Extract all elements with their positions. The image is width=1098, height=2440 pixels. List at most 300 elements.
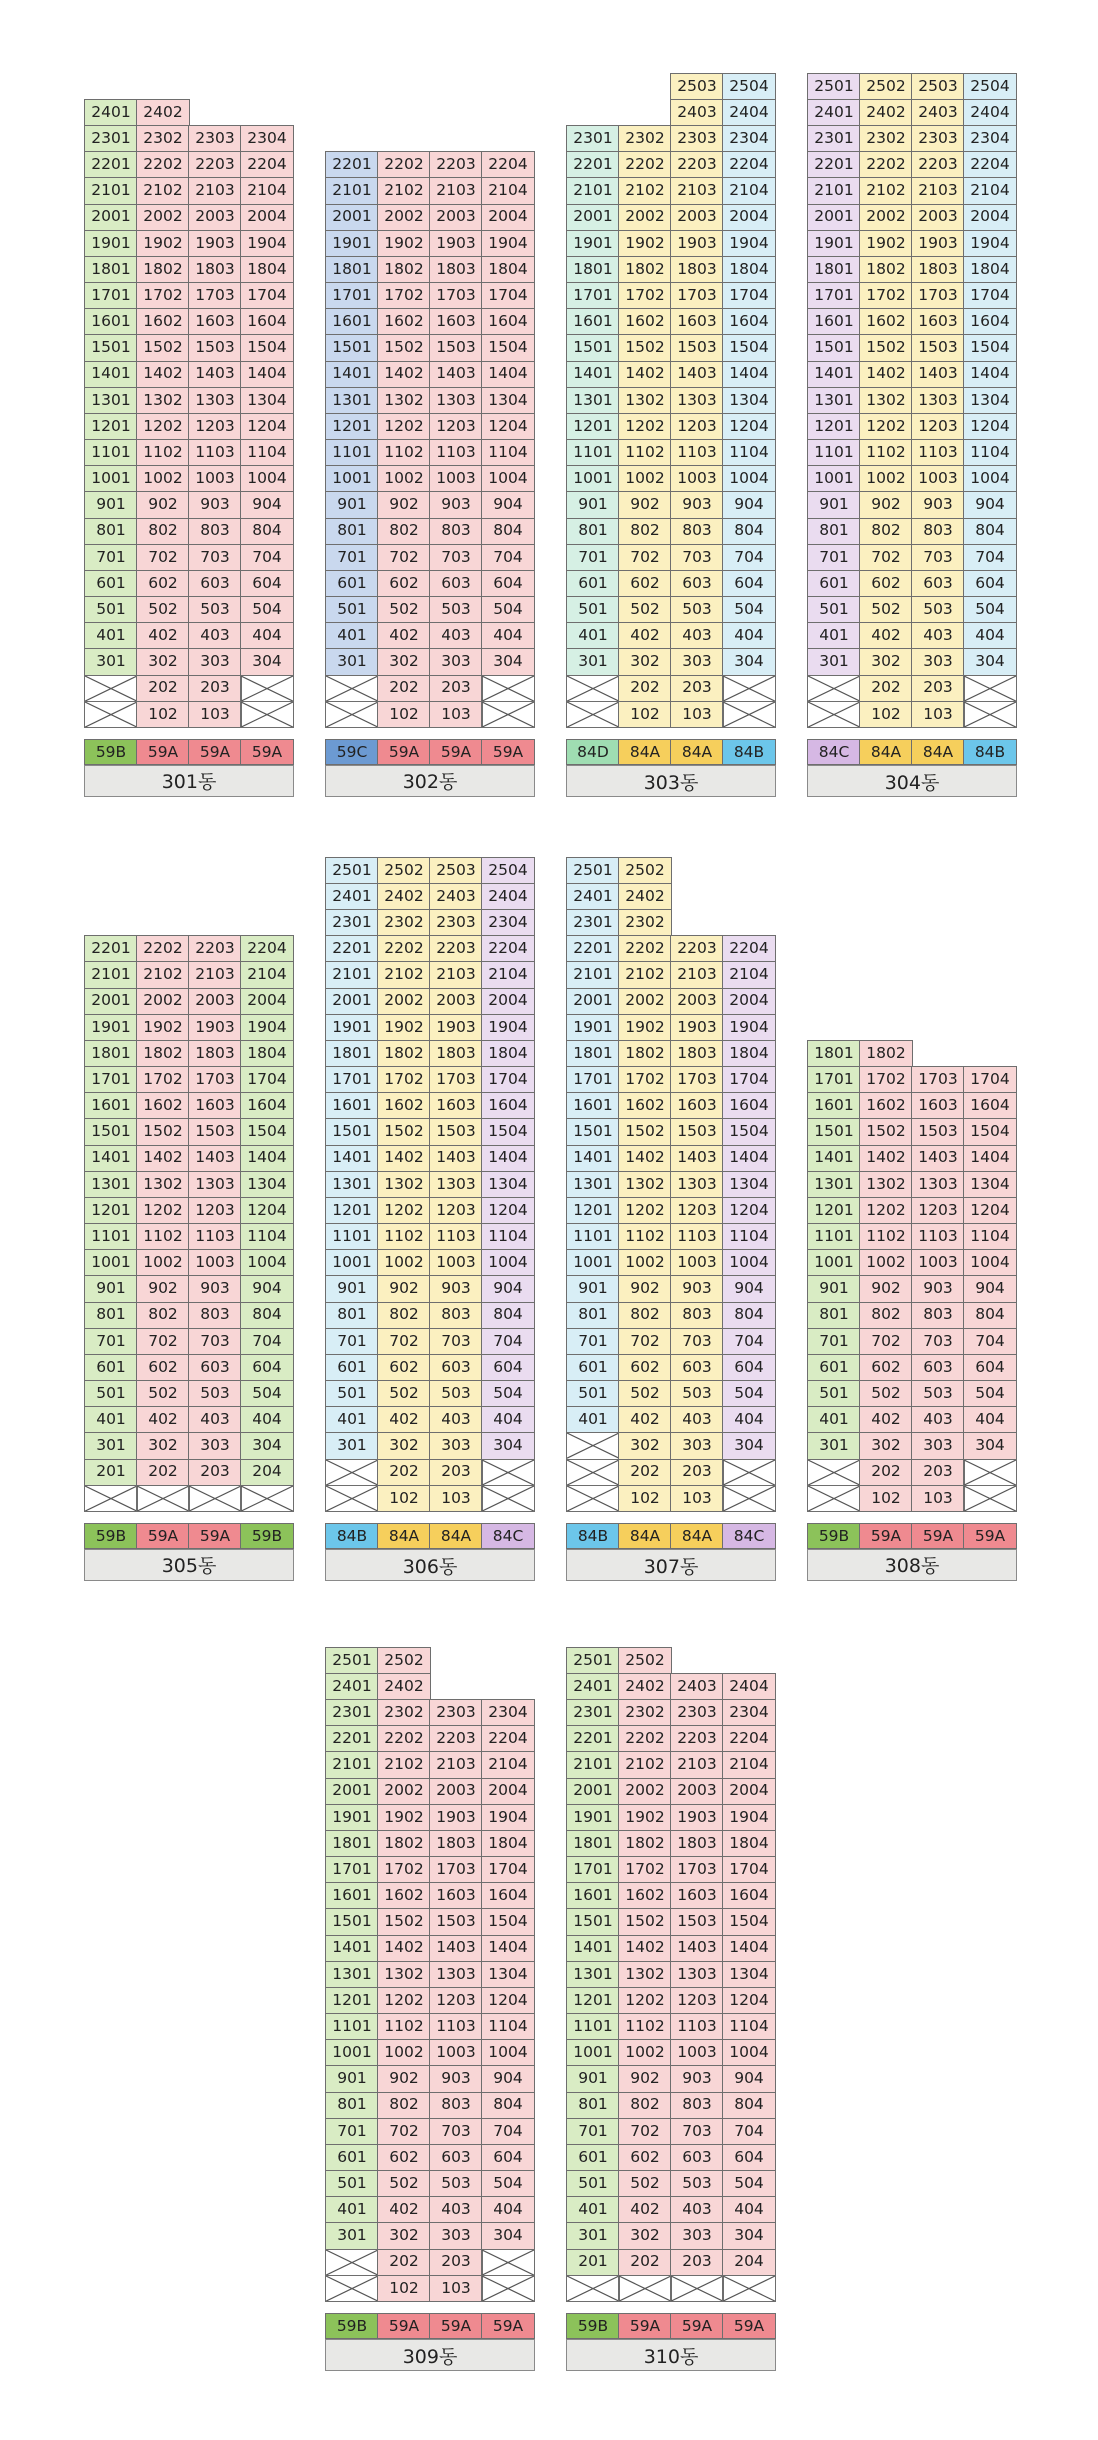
unit-cell[interactable]: 2002	[859, 204, 913, 231]
unit-cell[interactable]: 2004	[481, 204, 535, 231]
unit-cell[interactable]: 1402	[618, 1935, 672, 1962]
unit-cell[interactable]: 1603	[188, 1092, 242, 1119]
unit-cell[interactable]: 1003	[429, 1249, 483, 1276]
unit-cell[interactable]: 1602	[859, 308, 913, 335]
unit-cell[interactable]: 1404	[481, 361, 535, 388]
unit-cell[interactable]: 1601	[566, 1092, 620, 1119]
unit-cell[interactable]: 2403	[429, 883, 483, 910]
unit-cell[interactable]: 704	[481, 1328, 535, 1355]
unit-cell[interactable]: 202	[377, 2249, 431, 2276]
unit-cell[interactable]: 502	[618, 1380, 672, 1407]
unit-cell[interactable]: 1102	[377, 1223, 431, 1250]
unit-cell[interactable]: 504	[722, 1380, 776, 1407]
unit-cell[interactable]: 2002	[377, 204, 431, 231]
unit-cell[interactable]: 304	[481, 1432, 535, 1459]
unit-cell[interactable]: 2301	[84, 125, 138, 152]
unit-cell[interactable]: 504	[240, 1380, 294, 1407]
unit-cell[interactable]: 701	[566, 1328, 620, 1355]
unit-cell[interactable]: 701	[566, 2118, 620, 2145]
unit-cell[interactable]: 801	[566, 1302, 620, 1329]
unit-cell[interactable]: 704	[481, 544, 535, 571]
unit-cell[interactable]: 1802	[859, 256, 913, 283]
unit-cell[interactable]: 1104	[481, 2013, 535, 2040]
unit-cell[interactable]: 2003	[429, 1778, 483, 1805]
unit-cell[interactable]: 704	[481, 2118, 535, 2145]
unit-cell[interactable]: 1702	[136, 282, 190, 309]
unit-cell[interactable]: 1203	[188, 1197, 242, 1224]
unit-cell[interactable]: 803	[429, 518, 483, 545]
unit-cell[interactable]: 802	[618, 1302, 672, 1329]
unit-cell[interactable]: 303	[188, 648, 242, 675]
unit-cell[interactable]: 603	[429, 1354, 483, 1381]
unit-cell[interactable]: 1803	[188, 256, 242, 283]
unit-cell[interactable]: 202	[136, 1459, 190, 1486]
unit-cell[interactable]: 1003	[429, 2039, 483, 2066]
unit-cell[interactable]: 2202	[618, 1725, 672, 1752]
unit-cell[interactable]: 1501	[325, 1908, 379, 1935]
unit-cell[interactable]: 1104	[481, 1223, 535, 1250]
unit-cell[interactable]: 1602	[377, 1882, 431, 1909]
unit-cell[interactable]: 1504	[963, 1118, 1017, 1145]
unit-cell[interactable]: 103	[670, 1485, 724, 1512]
unit-cell[interactable]: 2504	[722, 73, 776, 100]
unit-cell[interactable]: 1001	[566, 465, 620, 492]
unit-cell[interactable]: 1503	[670, 334, 724, 361]
unit-cell[interactable]: 404	[240, 622, 294, 649]
unit-cell[interactable]: 2401	[325, 1673, 379, 1700]
unit-cell[interactable]: 2201	[325, 935, 379, 962]
unit-cell[interactable]: 901	[566, 1275, 620, 1302]
unit-cell[interactable]: 901	[84, 1275, 138, 1302]
unit-cell[interactable]: 2502	[859, 73, 913, 100]
unit-cell[interactable]: 803	[429, 1302, 483, 1329]
unit-cell[interactable]: 2402	[377, 883, 431, 910]
unit-cell[interactable]: 1804	[722, 1830, 776, 1857]
unit-cell[interactable]: 1201	[84, 1197, 138, 1224]
unit-cell[interactable]: 1802	[377, 1830, 431, 1857]
unit-cell[interactable]: 1302	[618, 1961, 672, 1988]
unit-cell[interactable]: 1203	[429, 413, 483, 440]
unit-cell[interactable]: 2102	[377, 961, 431, 988]
unit-cell[interactable]: 803	[429, 2092, 483, 2119]
unit-cell[interactable]: 1404	[722, 361, 776, 388]
unit-cell[interactable]: 1803	[188, 1040, 242, 1067]
unit-cell[interactable]: 2401	[807, 99, 861, 126]
unit-cell[interactable]: 2504	[481, 857, 535, 884]
unit-cell[interactable]: 601	[325, 1354, 379, 1381]
unit-cell[interactable]: 1502	[618, 1118, 672, 1145]
unit-cell[interactable]: 2401	[566, 1673, 620, 1700]
unit-cell[interactable]: 2304	[481, 1699, 535, 1726]
unit-cell[interactable]: 403	[188, 1406, 242, 1433]
unit-cell[interactable]: 1102	[618, 1223, 672, 1250]
unit-cell[interactable]: 1401	[84, 361, 138, 388]
unit-cell[interactable]: 602	[618, 570, 672, 597]
unit-cell[interactable]: 2501	[325, 1647, 379, 1674]
unit-cell[interactable]: 703	[911, 1328, 965, 1355]
unit-cell[interactable]: 301	[325, 648, 379, 675]
unit-cell[interactable]: 704	[722, 544, 776, 571]
unit-cell[interactable]: 2301	[325, 909, 379, 936]
unit-cell[interactable]: 403	[911, 1406, 965, 1433]
unit-cell[interactable]: 1402	[377, 1935, 431, 1962]
unit-cell[interactable]: 403	[188, 622, 242, 649]
unit-cell[interactable]: 2203	[188, 935, 242, 962]
unit-cell[interactable]: 1104	[481, 439, 535, 466]
unit-cell[interactable]: 704	[722, 2118, 776, 2145]
unit-cell[interactable]: 2104	[722, 177, 776, 204]
unit-cell[interactable]: 1001	[325, 2039, 379, 2066]
unit-cell[interactable]: 2204	[722, 151, 776, 178]
unit-cell[interactable]: 2204	[481, 151, 535, 178]
unit-cell[interactable]: 1504	[240, 1118, 294, 1145]
unit-cell[interactable]: 2303	[911, 125, 965, 152]
unit-cell[interactable]: 2301	[566, 125, 620, 152]
unit-cell[interactable]: 1002	[859, 465, 913, 492]
unit-cell[interactable]: 1803	[429, 256, 483, 283]
unit-cell[interactable]: 1103	[670, 2013, 724, 2040]
unit-cell[interactable]: 701	[325, 2118, 379, 2145]
unit-cell[interactable]: 2004	[722, 1778, 776, 1805]
unit-cell[interactable]: 804	[481, 1302, 535, 1329]
unit-cell[interactable]: 1104	[963, 1223, 1017, 1250]
unit-cell[interactable]: 1201	[566, 1987, 620, 2014]
unit-cell[interactable]: 801	[566, 518, 620, 545]
unit-cell[interactable]: 504	[240, 596, 294, 623]
unit-cell[interactable]: 2104	[481, 177, 535, 204]
unit-cell[interactable]: 1402	[859, 361, 913, 388]
unit-cell[interactable]: 1101	[566, 1223, 620, 1250]
unit-cell[interactable]: 1504	[963, 334, 1017, 361]
unit-cell[interactable]: 401	[807, 622, 861, 649]
unit-cell[interactable]: 801	[84, 1302, 138, 1329]
unit-cell[interactable]: 1701	[325, 1856, 379, 1883]
unit-cell[interactable]: 502	[859, 1380, 913, 1407]
unit-cell[interactable]: 1504	[481, 1908, 535, 1935]
unit-cell[interactable]: 403	[911, 622, 965, 649]
unit-cell[interactable]: 2203	[670, 151, 724, 178]
unit-cell[interactable]: 2204	[240, 151, 294, 178]
unit-cell[interactable]: 1001	[807, 465, 861, 492]
unit-cell[interactable]: 2001	[325, 988, 379, 1015]
unit-cell[interactable]: 1601	[325, 308, 379, 335]
unit-cell[interactable]: 2202	[859, 151, 913, 178]
unit-cell[interactable]: 2501	[325, 857, 379, 884]
unit-cell[interactable]: 1402	[377, 1145, 431, 1172]
unit-cell[interactable]: 1601	[807, 308, 861, 335]
unit-cell[interactable]: 1401	[566, 1935, 620, 1962]
unit-cell[interactable]: 1603	[429, 1092, 483, 1119]
unit-cell[interactable]: 1004	[963, 1249, 1017, 1276]
unit-cell[interactable]: 1003	[911, 465, 965, 492]
unit-cell[interactable]: 302	[136, 648, 190, 675]
unit-cell[interactable]: 702	[859, 1328, 913, 1355]
unit-cell[interactable]: 2401	[84, 99, 138, 126]
unit-cell[interactable]: 1504	[481, 1118, 535, 1145]
unit-cell[interactable]: 1503	[429, 1908, 483, 1935]
unit-cell[interactable]: 901	[325, 491, 379, 518]
unit-cell[interactable]: 401	[325, 1406, 379, 1433]
unit-cell[interactable]: 1201	[566, 413, 620, 440]
unit-cell[interactable]: 502	[377, 1380, 431, 1407]
unit-cell[interactable]: 1403	[429, 361, 483, 388]
unit-cell[interactable]: 1101	[807, 439, 861, 466]
unit-cell[interactable]: 2103	[429, 961, 483, 988]
unit-cell[interactable]: 703	[911, 544, 965, 571]
unit-cell[interactable]: 204	[240, 1459, 294, 1486]
unit-cell[interactable]: 203	[429, 2249, 483, 2276]
unit-cell[interactable]: 404	[722, 1406, 776, 1433]
unit-cell[interactable]: 1601	[325, 1092, 379, 1119]
unit-cell[interactable]: 1502	[859, 1118, 913, 1145]
unit-cell[interactable]: 504	[481, 1380, 535, 1407]
unit-cell[interactable]: 403	[670, 622, 724, 649]
unit-cell[interactable]: 404	[481, 2196, 535, 2223]
unit-cell[interactable]: 1602	[618, 308, 672, 335]
unit-cell[interactable]: 2002	[136, 988, 190, 1015]
unit-cell[interactable]: 902	[377, 1275, 431, 1302]
unit-cell[interactable]: 202	[377, 1459, 431, 1486]
unit-cell[interactable]: 1502	[618, 1908, 672, 1935]
unit-cell[interactable]: 2202	[618, 935, 672, 962]
unit-cell[interactable]: 2202	[377, 1725, 431, 1752]
unit-cell[interactable]: 1904	[481, 230, 535, 257]
unit-cell[interactable]: 401	[566, 1406, 620, 1433]
unit-cell[interactable]: 1004	[963, 465, 1017, 492]
unit-cell[interactable]: 804	[722, 1302, 776, 1329]
unit-cell[interactable]: 2201	[807, 151, 861, 178]
unit-cell[interactable]: 901	[325, 1275, 379, 1302]
unit-cell[interactable]: 1804	[963, 256, 1017, 283]
unit-cell[interactable]: 102	[377, 2275, 431, 2302]
unit-cell[interactable]: 804	[481, 2092, 535, 2119]
unit-cell[interactable]: 1904	[481, 1014, 535, 1041]
unit-cell[interactable]: 601	[566, 2144, 620, 2171]
unit-cell[interactable]: 2204	[963, 151, 1017, 178]
unit-cell[interactable]: 2101	[84, 177, 138, 204]
unit-cell[interactable]: 1304	[481, 1171, 535, 1198]
unit-cell[interactable]: 403	[429, 2196, 483, 2223]
unit-cell[interactable]: 1601	[566, 1882, 620, 1909]
unit-cell[interactable]: 2301	[325, 1699, 379, 1726]
unit-cell[interactable]: 501	[566, 2170, 620, 2197]
unit-cell[interactable]: 304	[722, 2222, 776, 2249]
unit-cell[interactable]: 501	[84, 596, 138, 623]
unit-cell[interactable]: 2404	[481, 883, 535, 910]
unit-cell[interactable]: 1503	[429, 1118, 483, 1145]
unit-cell[interactable]: 602	[377, 2144, 431, 2171]
unit-cell[interactable]: 2202	[136, 935, 190, 962]
unit-cell[interactable]: 503	[670, 1380, 724, 1407]
unit-cell[interactable]: 601	[325, 2144, 379, 2171]
unit-cell[interactable]: 1004	[481, 1249, 535, 1276]
unit-cell[interactable]: 502	[136, 1380, 190, 1407]
unit-cell[interactable]: 2103	[188, 177, 242, 204]
unit-cell[interactable]: 2502	[618, 1647, 672, 1674]
unit-cell[interactable]: 1603	[429, 308, 483, 335]
unit-cell[interactable]: 703	[670, 1328, 724, 1355]
unit-cell[interactable]: 604	[722, 2144, 776, 2171]
unit-cell[interactable]: 904	[722, 2065, 776, 2092]
unit-cell[interactable]: 702	[618, 2118, 672, 2145]
unit-cell[interactable]: 1801	[325, 1830, 379, 1857]
unit-cell[interactable]: 2404	[722, 99, 776, 126]
unit-cell[interactable]: 603	[429, 2144, 483, 2171]
unit-cell[interactable]: 1301	[807, 387, 861, 414]
unit-cell[interactable]: 301	[325, 2222, 379, 2249]
unit-cell[interactable]: 1701	[84, 282, 138, 309]
unit-cell[interactable]: 1003	[911, 1249, 965, 1276]
unit-cell[interactable]: 1501	[325, 334, 379, 361]
unit-cell[interactable]: 1602	[618, 1882, 672, 1909]
unit-cell[interactable]: 2003	[188, 988, 242, 1015]
unit-cell[interactable]: 203	[670, 2249, 724, 2276]
unit-cell[interactable]: 503	[670, 596, 724, 623]
unit-cell[interactable]: 703	[429, 1328, 483, 1355]
unit-cell[interactable]: 1403	[188, 361, 242, 388]
unit-cell[interactable]: 1602	[377, 1092, 431, 1119]
unit-cell[interactable]: 1702	[377, 1066, 431, 1093]
unit-cell[interactable]: 1002	[618, 465, 672, 492]
unit-cell[interactable]: 2201	[84, 151, 138, 178]
unit-cell[interactable]: 1902	[618, 1804, 672, 1831]
unit-cell[interactable]: 1501	[566, 1118, 620, 1145]
unit-cell[interactable]: 402	[136, 1406, 190, 1433]
unit-cell[interactable]: 804	[963, 1302, 1017, 1329]
unit-cell[interactable]: 2304	[963, 125, 1017, 152]
unit-cell[interactable]: 1301	[84, 1171, 138, 1198]
unit-cell[interactable]: 502	[618, 596, 672, 623]
unit-cell[interactable]: 803	[670, 2092, 724, 2119]
unit-cell[interactable]: 904	[963, 491, 1017, 518]
unit-cell[interactable]: 1304	[481, 387, 535, 414]
unit-cell[interactable]: 102	[136, 701, 190, 728]
unit-cell[interactable]: 1303	[429, 1171, 483, 1198]
unit-cell[interactable]: 301	[807, 648, 861, 675]
unit-cell[interactable]: 901	[84, 491, 138, 518]
unit-cell[interactable]: 303	[429, 2222, 483, 2249]
unit-cell[interactable]: 1001	[566, 2039, 620, 2066]
unit-cell[interactable]: 2302	[377, 909, 431, 936]
unit-cell[interactable]: 702	[618, 544, 672, 571]
unit-cell[interactable]: 1802	[136, 1040, 190, 1067]
unit-cell[interactable]: 1203	[670, 1197, 724, 1224]
unit-cell[interactable]: 1203	[670, 413, 724, 440]
unit-cell[interactable]: 1204	[963, 1197, 1017, 1224]
unit-cell[interactable]: 1702	[859, 1066, 913, 1093]
unit-cell[interactable]: 2003	[670, 988, 724, 1015]
unit-cell[interactable]: 1203	[911, 413, 965, 440]
unit-cell[interactable]: 1203	[670, 1987, 724, 2014]
unit-cell[interactable]: 601	[807, 1354, 861, 1381]
unit-cell[interactable]: 202	[136, 675, 190, 702]
unit-cell[interactable]: 1103	[429, 439, 483, 466]
unit-cell[interactable]: 1702	[618, 282, 672, 309]
unit-cell[interactable]: 502	[377, 596, 431, 623]
unit-cell[interactable]: 2203	[911, 151, 965, 178]
unit-cell[interactable]: 2502	[377, 1647, 431, 1674]
unit-cell[interactable]: 604	[240, 1354, 294, 1381]
unit-cell[interactable]: 1701	[807, 282, 861, 309]
unit-cell[interactable]: 601	[807, 570, 861, 597]
unit-cell[interactable]: 1603	[911, 1092, 965, 1119]
unit-cell[interactable]: 1902	[859, 230, 913, 257]
unit-cell[interactable]: 2303	[429, 1699, 483, 1726]
unit-cell[interactable]: 302	[377, 1432, 431, 1459]
unit-cell[interactable]: 803	[188, 518, 242, 545]
unit-cell[interactable]: 801	[807, 518, 861, 545]
unit-cell[interactable]: 202	[618, 1459, 672, 1486]
unit-cell[interactable]: 1804	[481, 1040, 535, 1067]
unit-cell[interactable]: 1401	[566, 1145, 620, 1172]
unit-cell[interactable]: 2402	[377, 1673, 431, 1700]
unit-cell[interactable]: 1202	[859, 413, 913, 440]
unit-cell[interactable]: 1002	[136, 1249, 190, 1276]
unit-cell[interactable]: 1604	[722, 1882, 776, 1909]
unit-cell[interactable]: 2303	[188, 125, 242, 152]
unit-cell[interactable]: 1401	[807, 361, 861, 388]
unit-cell[interactable]: 1804	[722, 256, 776, 283]
unit-cell[interactable]: 1301	[325, 387, 379, 414]
unit-cell[interactable]: 1201	[566, 1197, 620, 1224]
unit-cell[interactable]: 304	[722, 1432, 776, 1459]
unit-cell[interactable]: 704	[963, 1328, 1017, 1355]
unit-cell[interactable]: 603	[188, 1354, 242, 1381]
unit-cell[interactable]: 403	[670, 2196, 724, 2223]
unit-cell[interactable]: 604	[240, 570, 294, 597]
unit-cell[interactable]: 1603	[188, 308, 242, 335]
unit-cell[interactable]: 1103	[670, 439, 724, 466]
unit-cell[interactable]: 1004	[722, 2039, 776, 2066]
unit-cell[interactable]: 1504	[481, 334, 535, 361]
unit-cell[interactable]: 2103	[670, 177, 724, 204]
unit-cell[interactable]: 1902	[377, 230, 431, 257]
unit-cell[interactable]: 301	[84, 648, 138, 675]
unit-cell[interactable]: 904	[240, 491, 294, 518]
unit-cell[interactable]: 902	[618, 2065, 672, 2092]
unit-cell[interactable]: 601	[566, 1354, 620, 1381]
unit-cell[interactable]: 402	[618, 1406, 672, 1433]
unit-cell[interactable]: 1304	[722, 387, 776, 414]
unit-cell[interactable]: 1704	[240, 282, 294, 309]
unit-cell[interactable]: 1101	[566, 439, 620, 466]
unit-cell[interactable]: 1902	[618, 1014, 672, 1041]
unit-cell[interactable]: 1904	[722, 1804, 776, 1831]
unit-cell[interactable]: 1903	[429, 1804, 483, 1831]
unit-cell[interactable]: 203	[670, 675, 724, 702]
unit-cell[interactable]: 2301	[566, 1699, 620, 1726]
unit-cell[interactable]: 1501	[325, 1118, 379, 1145]
unit-cell[interactable]: 1802	[136, 256, 190, 283]
unit-cell[interactable]: 1602	[136, 308, 190, 335]
unit-cell[interactable]: 802	[859, 1302, 913, 1329]
unit-cell[interactable]: 1503	[911, 1118, 965, 1145]
unit-cell[interactable]: 801	[807, 1302, 861, 1329]
unit-cell[interactable]: 903	[188, 1275, 242, 1302]
unit-cell[interactable]: 402	[377, 622, 431, 649]
unit-cell[interactable]: 1103	[188, 439, 242, 466]
unit-cell[interactable]: 701	[566, 544, 620, 571]
unit-cell[interactable]: 1404	[481, 1145, 535, 1172]
unit-cell[interactable]: 1704	[722, 1856, 776, 1883]
unit-cell[interactable]: 602	[618, 1354, 672, 1381]
unit-cell[interactable]: 404	[963, 622, 1017, 649]
unit-cell[interactable]: 1904	[240, 230, 294, 257]
unit-cell[interactable]: 504	[963, 596, 1017, 623]
unit-cell[interactable]: 1003	[670, 1249, 724, 1276]
unit-cell[interactable]: 902	[377, 491, 431, 518]
unit-cell[interactable]: 2203	[429, 1725, 483, 1752]
